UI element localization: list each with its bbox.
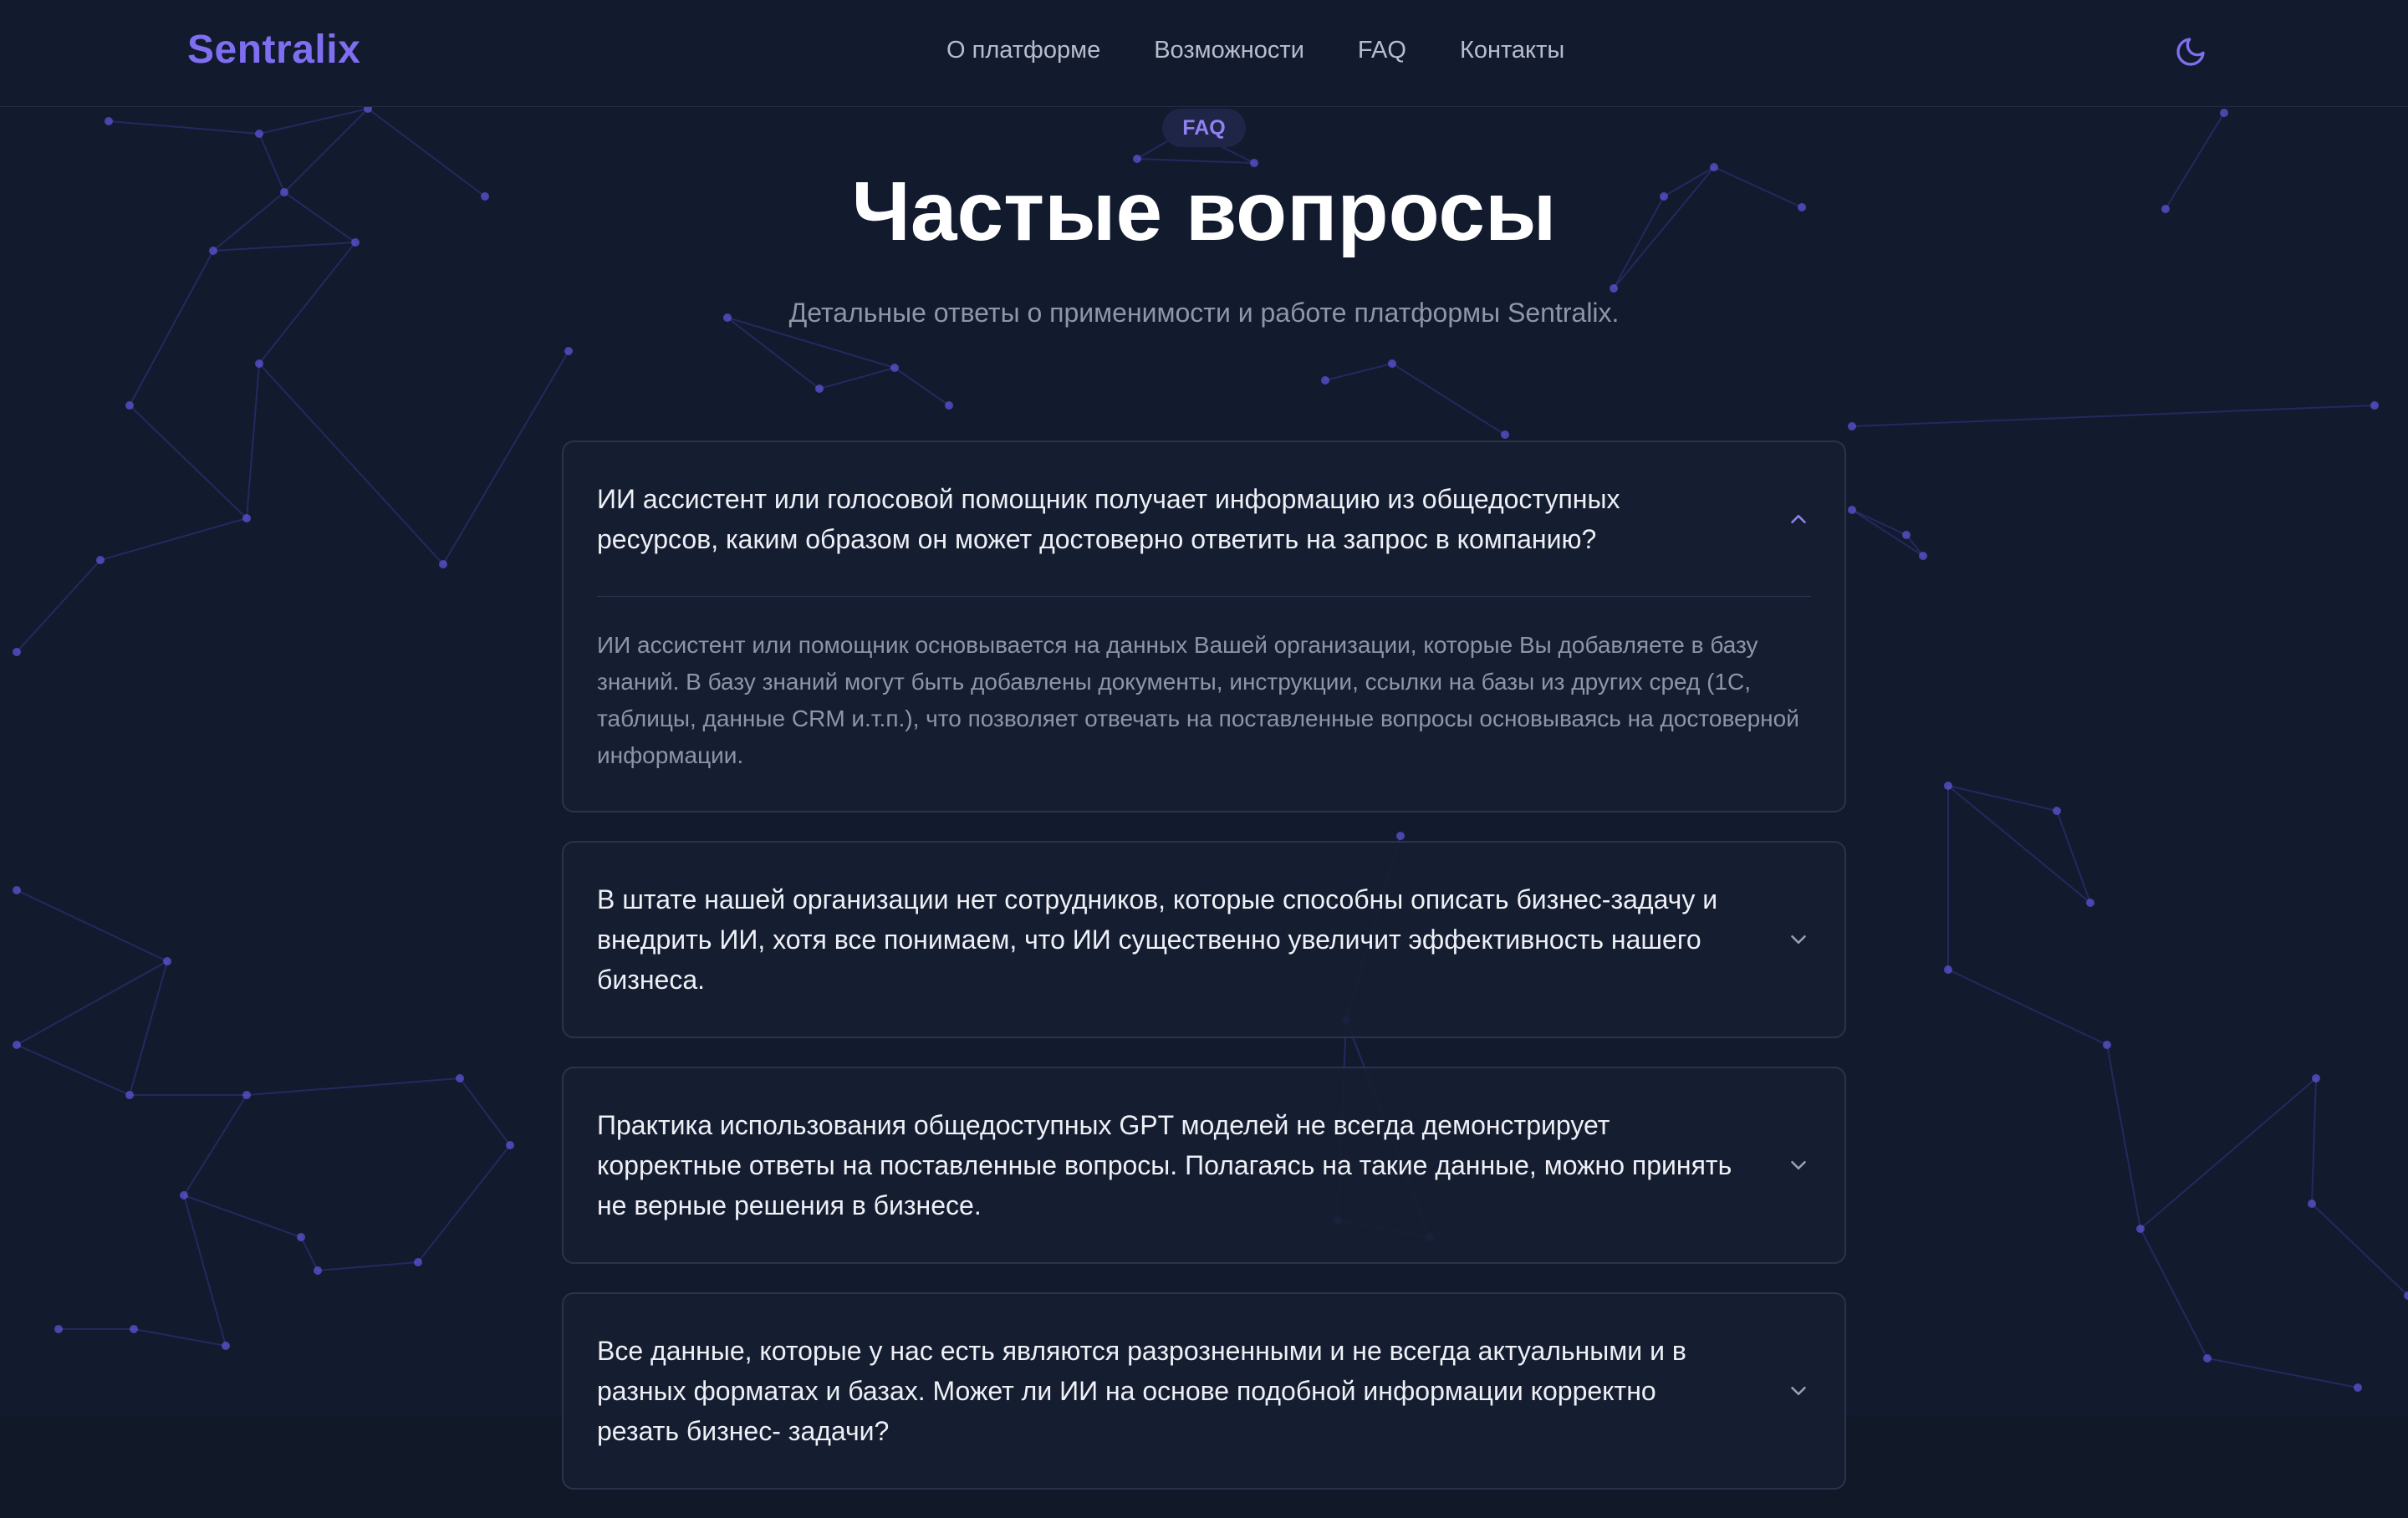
faq-question-toggle[interactable]: [564, 442, 1844, 596]
faq-item: [562, 441, 1846, 812]
chevron-down-icon: [1786, 1153, 1811, 1178]
page-title: Частые вопросы: [851, 165, 1557, 258]
faq-question-text: В штате нашей организации нет сотрудников, которые способны описать бизнес-задачу и внедрить ИИ, хотя все понимаем, что ИИ существенно увеличит эффективность нашего бизнеса.: [597, 884, 1718, 995]
nav-item-contacts[interactable]: Контакты: [1459, 37, 1565, 64]
faq-question-toggle[interactable]: [564, 843, 1844, 1037]
page-subtitle: Детальные ответы о применимости и работе платформы Sentralix.: [788, 298, 1620, 328]
section-badge: FAQ: [1162, 109, 1246, 147]
chevron-down-icon: [1786, 1378, 1811, 1403]
faq-question-toggle[interactable]: [564, 1294, 1844, 1488]
faq-answer-text: ИИ ассистент или помощник основывается на данных Вашей организации, которые Вы добавляете в базу знаний. В базу знаний могут быть добавлены документы, инструкции, ссылки на базы из других сред (1С, таблицы, данные CRM и.т.п.), что позволяет отвечать на поставленные вопросы основываясь на достоверной информации.: [597, 632, 1799, 768]
faq-question-text: Практика использования общедоступных GPT моделей не всегда демонстрирует корректные ответы на поставленные вопросы. Полагаясь на такие данные, можно принять не верные решения в бизнесе.: [597, 1110, 1732, 1220]
faq-accordion: [562, 441, 1846, 1518]
faq-item: [562, 1292, 1846, 1490]
theme-toggle-button[interactable]: [2174, 35, 2207, 69]
faq-item: [562, 1067, 1846, 1264]
faq-question-text: ИИ ассистент или голосовой помощник получает информацию из общедоступных ресурсов, каким образом он может достоверно ответить на запрос в компанию?: [597, 484, 1620, 554]
logo[interactable]: Sentralix: [187, 28, 361, 72]
faq-item: [562, 841, 1846, 1038]
moon-icon: [2174, 35, 2207, 69]
nav-item-features[interactable]: Возможности: [1154, 37, 1304, 64]
nav-item-faq[interactable]: FAQ: [1357, 37, 1406, 64]
nav-item-about[interactable]: О платформе: [946, 37, 1101, 64]
chevron-down-icon: [1786, 927, 1811, 952]
chevron-up-icon: [1786, 507, 1811, 532]
faq-question-text: Все данные, которые у нас есть являются разрозненными и не всегда актуальными и в разных форматах и базах. Может ли ИИ на основе подобной информации корректно резать бизнес- задачи?: [597, 1336, 1686, 1446]
site-header: [0, 0, 2408, 107]
main-nav: [946, 37, 1564, 64]
faq-question-toggle[interactable]: [564, 1068, 1844, 1262]
